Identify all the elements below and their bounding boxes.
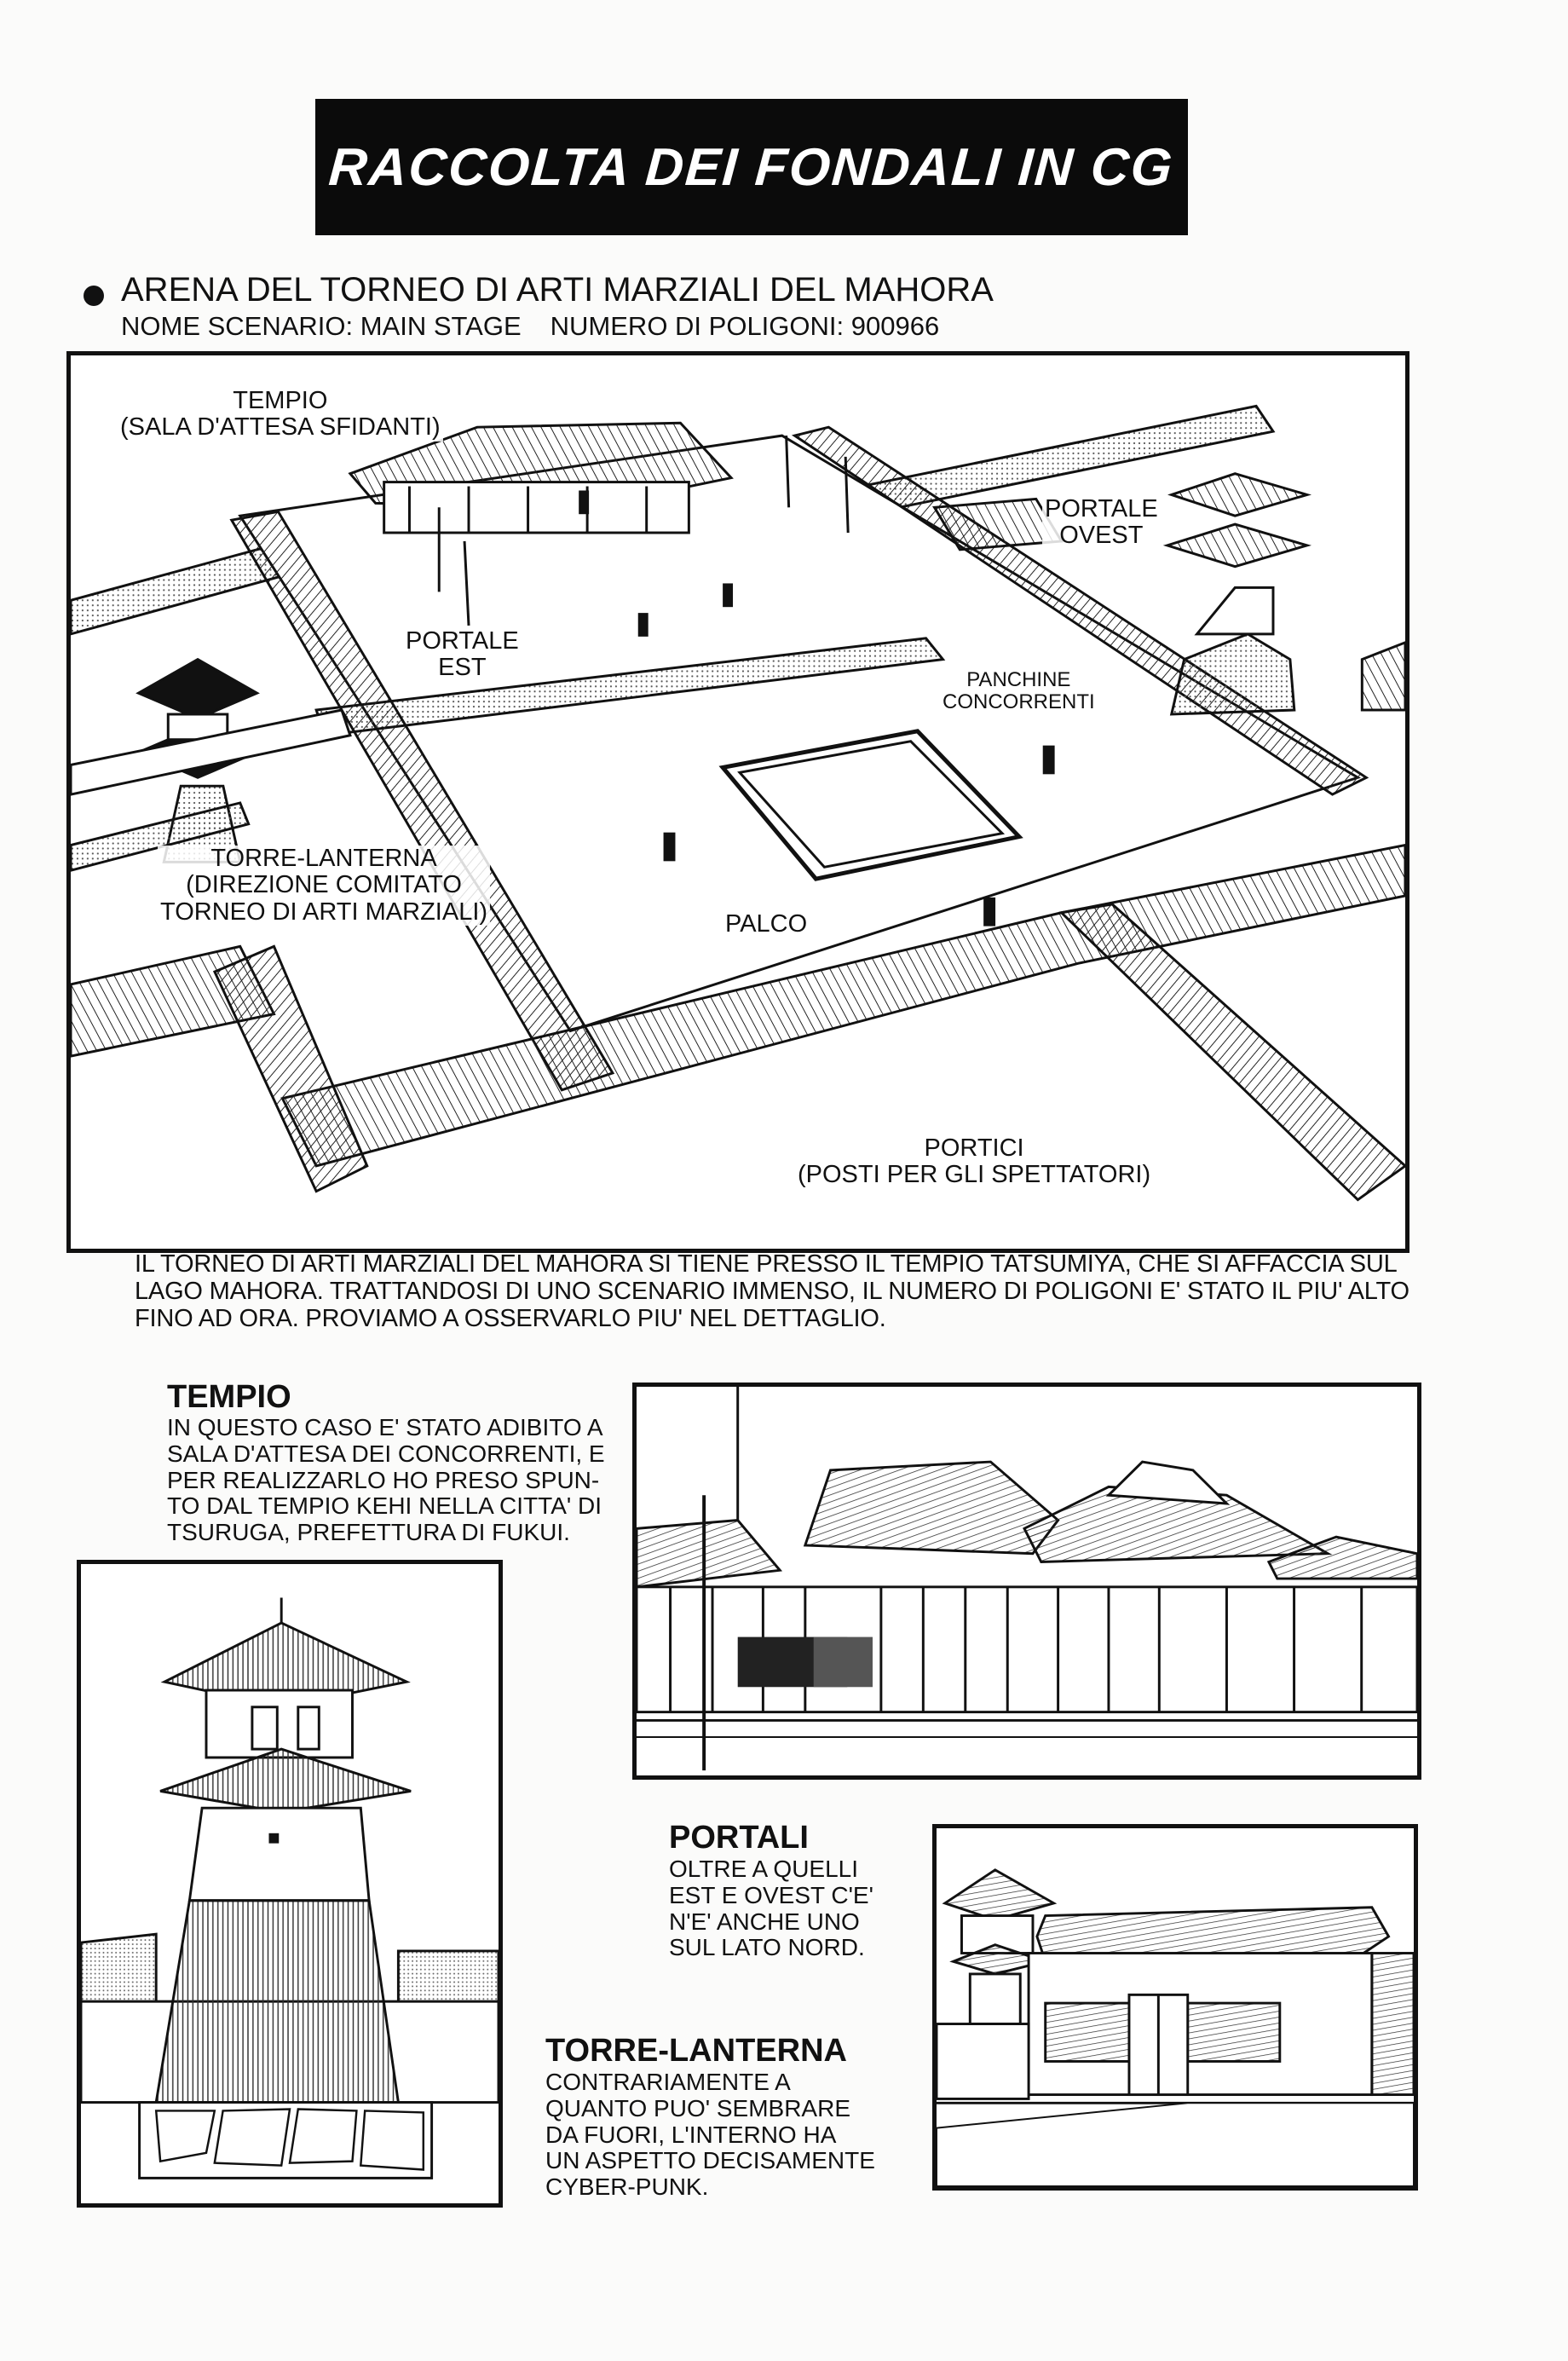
tempio-text: IN QUESTO CASO E' STATO ADIBITO A SALA D'ATTESA DEI CONCORRENTI, E PER REALIZZARLO HO PRESO SPUN- TO DAL TEMPIO KEHI NELLA CITTA' DI TSURUGA, PREFETTURA DI FUKUI. (167, 1414, 605, 1546)
torre-panel (77, 1560, 503, 2208)
torre-title: TORRE-LANTERNA (545, 2033, 847, 2069)
label-portale-est: PORTALE EST (403, 628, 522, 682)
label-tempio: TEMPIO (SALA D'ATTESA SFIDANTI) (118, 388, 443, 442)
scenario-info (121, 311, 939, 342)
polygon-count: NUMERO DI POLIGONI: 900966 (550, 311, 940, 341)
label-torre-lanterna: TORRE-LANTERNA (DIREZIONE COMITATO TORNEO DI ARTI MARZIALI) (158, 846, 490, 926)
scenario-name: NOME SCENARIO: MAIN STAGE (121, 311, 522, 341)
banner-title: RACCOLTA DEI FONDALI IN CG (327, 137, 1176, 197)
arena-illustration (71, 355, 1405, 1249)
label-panchine: PANCHINE CONCORRENTI (940, 669, 1098, 713)
portali-panel (932, 1824, 1418, 2191)
title-banner (315, 99, 1188, 235)
portali-title: PORTALI (669, 1820, 809, 1856)
label-portale-ovest: PORTALE OVEST (1042, 496, 1161, 550)
label-palco: PALCO (723, 911, 810, 938)
arena-caption: IL TORNEO DI ARTI MARZIALI DEL MAHORA SI TIENE PRESSO IL TEMPIO TATSUMIYA, CHE SI AFFACCIA SUL LAGO MAHORA. TRATTANDOSI DI UNO SCENARIO IMMENSO, IL NUMERO DI POLIGONI E' STATO IL PIU' ALTO FINO AD ORA. PROVIAMO A OSSERVARLO PIU' NEL DETTAGLIO. (135, 1250, 1409, 1332)
arena-overview-panel (66, 351, 1409, 1253)
label-portici: PORTICI (POSTI PER GLI SPETTATORI) (795, 1135, 1153, 1189)
tempio-illustration (637, 1387, 1417, 1775)
arena-heading: ARENA DEL TORNEO DI ARTI MARZIALI DEL MAHORA (121, 271, 994, 309)
bullet-icon (84, 286, 104, 306)
portali-illustration (937, 1828, 1414, 2186)
torre-text: CONTRARIAMENTE A QUANTO PUO' SEMBRARE DA FUORI, L'INTERNO HA UN ASPETTO DECISAMENTE CYBER-PUNK. (545, 2069, 875, 2201)
torre-illustration (81, 1564, 499, 2203)
portali-text: OLTRE A QUELLI EST E OVEST C'E' N'E' ANCHE UNO SUL LATO NORD. (669, 1856, 873, 1961)
tempio-title: TEMPIO (167, 1379, 291, 1415)
tempio-panel (632, 1383, 1421, 1780)
